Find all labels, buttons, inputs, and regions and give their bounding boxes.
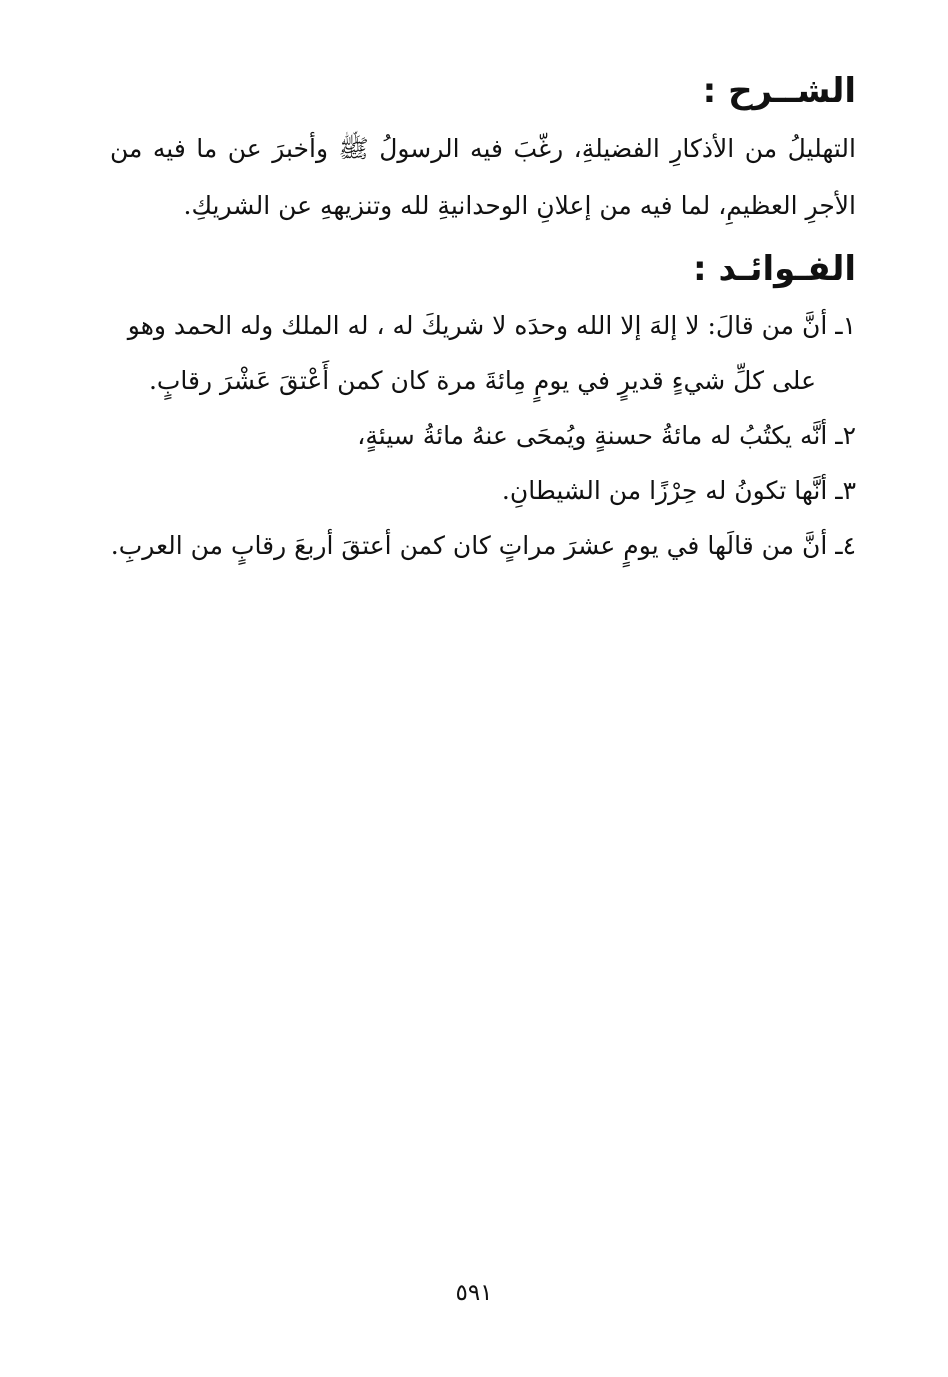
page-number: ٥٩١	[455, 1280, 493, 1306]
benefit-item-4: ٤ـ أنَّ من قالَها في يومٍ عشرَ مراتٍ كان كمن أعتقَ أربعَ رقابٍ من العربِ.	[110, 531, 856, 560]
benefits-heading: الفـوائـد :	[693, 249, 856, 289]
benefit-item-1: ١ـ أنَّ من قالَ: لا إلهَ إلا الله وحدَه لا شريكَ له ، له الملك وله الحمد وهو على كلِّ شيءٍ قديرٍ في يومٍ مِائةَ مرة كان كمن أَعْتقَ عَشْرَ رقابٍ.	[127, 311, 856, 395]
page-content	[110, 62, 856, 573]
explanation-paragraph: التهليلُ من الأذكارِ الفضيلةِ، رغّبَ فيه الرسولُ ﷺ وأخبرَ عن ما فيه من الأجرِ العظيمِ، لما فيه من إعلانِ الوحدانيةِ لله وتنزيههِ عن الشريكِ.	[110, 134, 856, 220]
explanation-heading: الشــرح :	[702, 71, 856, 111]
benefits-list	[110, 298, 856, 573]
benefit-item-2: ٢ـ أنَّه يكتُبُ له مائةُ حسنةٍ ويُمحَى عنهُ مائةُ سيئةٍ،	[357, 421, 856, 450]
benefit-item-3: ٣ـ أنَّها تكونُ له حِرْزًا من الشيطانِ.	[501, 476, 856, 505]
